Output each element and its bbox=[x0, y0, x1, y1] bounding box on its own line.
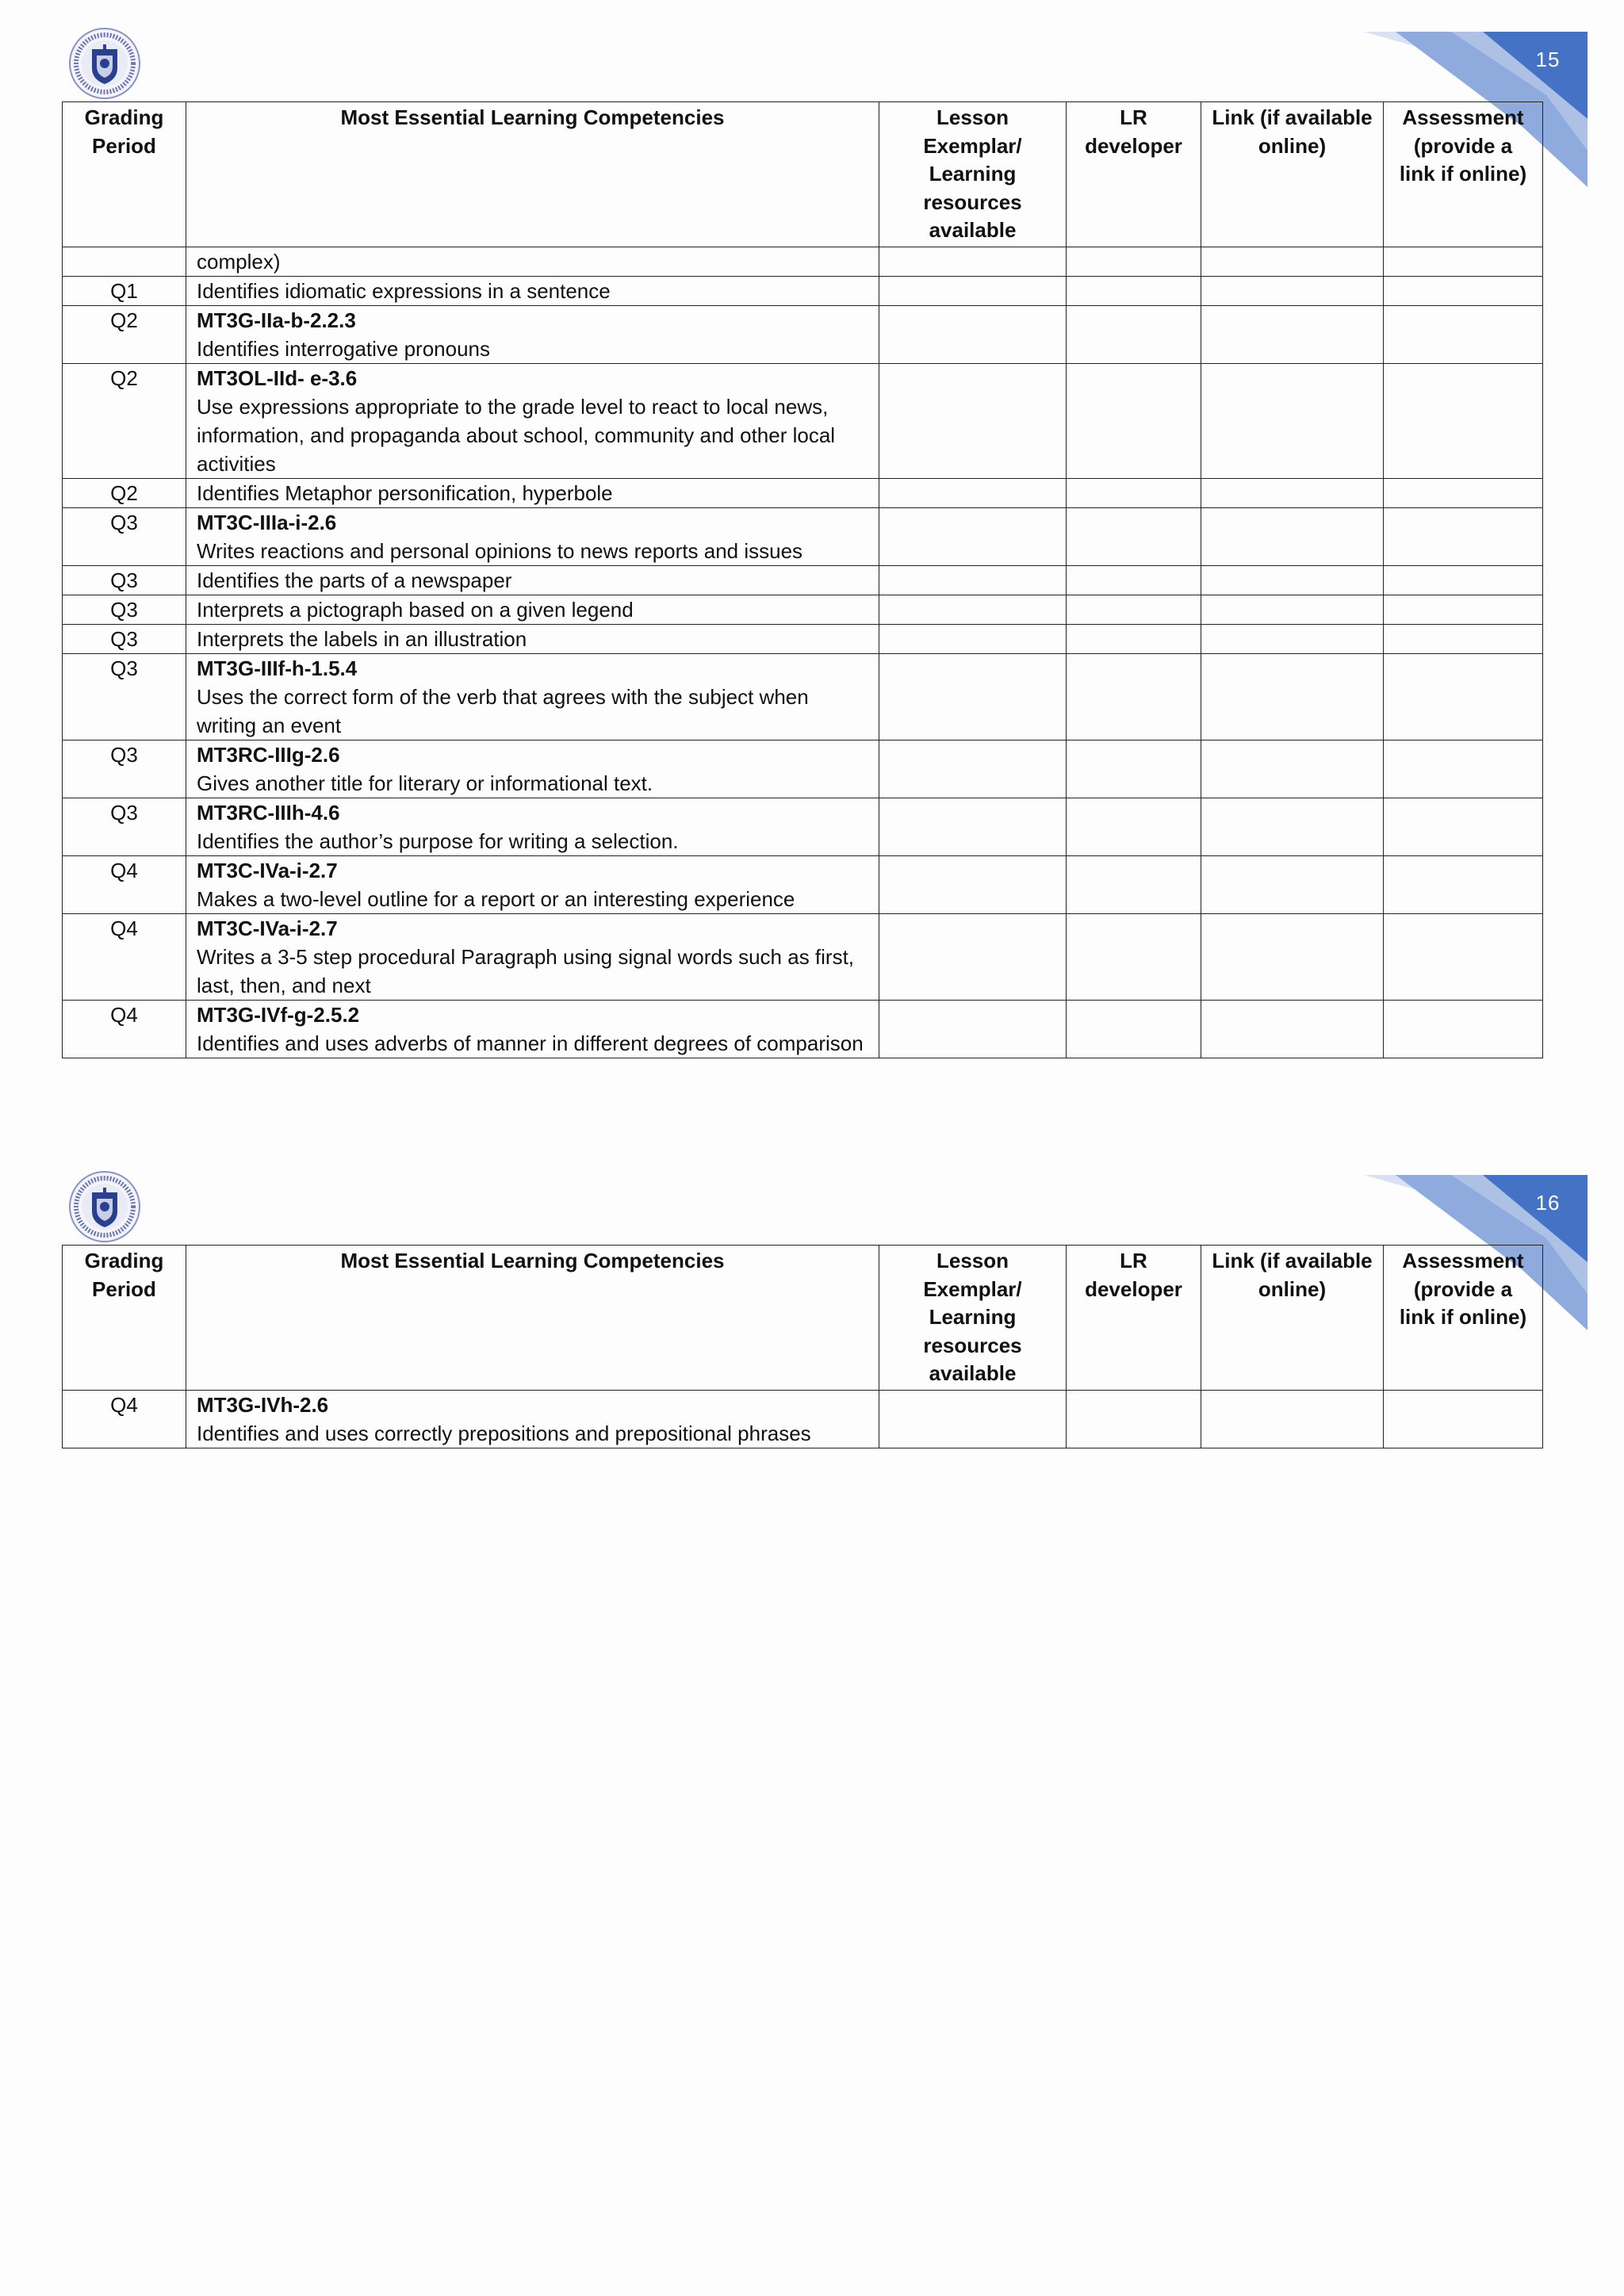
competency-description: Writes a 3-5 step procedural Paragraph using signal words such as first, last, then, and next bbox=[197, 944, 855, 997]
table-row bbox=[63, 1000, 1543, 1058]
table-row bbox=[63, 855, 1543, 913]
header-lesson-exemplar: Lesson Exemplar/ Learning resources available bbox=[879, 102, 1067, 247]
lesson-exemplar-cell bbox=[879, 276, 1067, 305]
table-row bbox=[63, 595, 1543, 624]
link-cell bbox=[1201, 565, 1384, 595]
lr-developer-cell bbox=[1067, 653, 1201, 740]
lr-developer-cell bbox=[1067, 507, 1201, 565]
competency-description: Uses the correct form of the verb that agrees with the subject when writing an event bbox=[197, 684, 809, 737]
lesson-exemplar-cell bbox=[879, 913, 1067, 1000]
link-cell bbox=[1201, 740, 1384, 798]
lr-developer-cell bbox=[1067, 1000, 1201, 1058]
lesson-exemplar-cell bbox=[879, 363, 1067, 478]
table-body bbox=[63, 247, 1543, 1058]
competencies-table bbox=[62, 1245, 1543, 1448]
lr-developer-cell bbox=[1067, 913, 1201, 1000]
lesson-exemplar-cell bbox=[879, 740, 1067, 798]
lr-developer-cell bbox=[1067, 740, 1201, 798]
grading-period-cell: Q3 bbox=[63, 595, 186, 624]
competency-description: Identifies Metaphor personification, hyperbole bbox=[197, 480, 613, 505]
table-row bbox=[63, 1390, 1543, 1448]
competency-cell bbox=[186, 913, 879, 1000]
grading-period-cell: Q3 bbox=[63, 798, 186, 855]
header-competencies: Most Essential Learning Competencies bbox=[186, 102, 879, 247]
link-cell bbox=[1201, 363, 1384, 478]
header-grading-period: Grading Period bbox=[63, 1246, 186, 1391]
competency-cell bbox=[186, 595, 879, 624]
competency-code: MT3G-IIa-b-2.2.3 bbox=[197, 308, 356, 332]
competency-description: Gives another title for literary or informational text. bbox=[197, 771, 653, 795]
competency-cell bbox=[186, 740, 879, 798]
lesson-exemplar-cell bbox=[879, 595, 1067, 624]
competency-description: Identifies idiomatic expressions in a sentence bbox=[197, 278, 611, 303]
lesson-exemplar-cell bbox=[879, 1390, 1067, 1448]
competency-cell bbox=[186, 855, 879, 913]
page-16 bbox=[0, 1143, 1624, 2296]
competency-description: Identifies interrogative pronouns bbox=[197, 336, 491, 361]
header-lr-developer: LR developer bbox=[1067, 1246, 1201, 1391]
competency-cell bbox=[186, 1000, 879, 1058]
lesson-exemplar-cell bbox=[879, 565, 1067, 595]
link-cell bbox=[1201, 478, 1384, 507]
lr-developer-cell bbox=[1067, 305, 1201, 363]
header-lr-developer: LR developer bbox=[1067, 102, 1201, 247]
link-cell bbox=[1201, 653, 1384, 740]
grading-period-cell bbox=[63, 247, 186, 276]
header-assessment: Assessment (provide a link if online) bbox=[1384, 102, 1543, 247]
competencies-table bbox=[62, 101, 1543, 1058]
grading-period-cell: Q2 bbox=[63, 363, 186, 478]
assessment-cell bbox=[1384, 1390, 1543, 1448]
competency-code: MT3G-IIIf-h-1.5.4 bbox=[197, 656, 358, 680]
deped-seal-logo bbox=[68, 27, 141, 100]
lr-developer-cell bbox=[1067, 855, 1201, 913]
link-cell bbox=[1201, 305, 1384, 363]
lr-developer-cell bbox=[1067, 276, 1201, 305]
assessment-cell bbox=[1384, 653, 1543, 740]
competency-code: MT3C-IVa-i-2.7 bbox=[197, 858, 338, 882]
competency-code: MT3C-IIIa-i-2.6 bbox=[197, 510, 337, 534]
header-link: Link (if available online) bbox=[1201, 1246, 1384, 1391]
competency-code: MT3G-IVh-2.6 bbox=[197, 1392, 329, 1417]
lr-developer-cell bbox=[1067, 247, 1201, 276]
competency-code: MT3RC-IIIh-4.6 bbox=[197, 800, 340, 825]
grading-period-cell: Q1 bbox=[63, 276, 186, 305]
link-cell bbox=[1201, 1390, 1384, 1448]
competency-description: Makes a two-level outline for a report or an interesting experience bbox=[197, 886, 795, 911]
header-grading-period: Grading Period bbox=[63, 102, 186, 247]
table-row bbox=[63, 363, 1543, 478]
table-header-row bbox=[63, 102, 1543, 247]
competency-cell bbox=[186, 363, 879, 478]
assessment-cell bbox=[1384, 595, 1543, 624]
competency-description: Identifies and uses adverbs of manner in different degrees of comparison bbox=[197, 1031, 864, 1055]
link-cell bbox=[1201, 1000, 1384, 1058]
table-body bbox=[63, 1390, 1543, 1448]
table-row bbox=[63, 247, 1543, 276]
competency-code: MT3OL-IId- e-3.6 bbox=[197, 365, 358, 390]
grading-period-cell: Q3 bbox=[63, 740, 186, 798]
link-cell bbox=[1201, 247, 1384, 276]
link-cell bbox=[1201, 855, 1384, 913]
link-cell bbox=[1201, 507, 1384, 565]
table-row bbox=[63, 913, 1543, 1000]
assessment-cell bbox=[1384, 855, 1543, 913]
competency-cell bbox=[186, 624, 879, 653]
lr-developer-cell bbox=[1067, 595, 1201, 624]
competency-description: Identifies the parts of a newspaper bbox=[197, 568, 512, 592]
competency-code: MT3C-IVa-i-2.7 bbox=[197, 916, 338, 940]
table-row bbox=[63, 653, 1543, 740]
header-assessment: Assessment (provide a link if online) bbox=[1384, 1246, 1543, 1391]
lr-developer-cell bbox=[1067, 478, 1201, 507]
grading-period-cell: Q3 bbox=[63, 653, 186, 740]
competency-code: MT3RC-IIIg-2.6 bbox=[197, 742, 340, 767]
link-cell bbox=[1201, 595, 1384, 624]
assessment-cell bbox=[1384, 798, 1543, 855]
grading-period-cell: Q3 bbox=[63, 507, 186, 565]
deped-seal-logo bbox=[68, 1170, 141, 1243]
lr-developer-cell bbox=[1067, 565, 1201, 595]
competency-description: Interprets the labels in an illustration bbox=[197, 626, 527, 651]
competency-description: Writes reactions and personal opinions to news reports and issues bbox=[197, 538, 803, 563]
table-row bbox=[63, 565, 1543, 595]
assessment-cell bbox=[1384, 1000, 1543, 1058]
assessment-cell bbox=[1384, 363, 1543, 478]
grading-period-cell: Q2 bbox=[63, 478, 186, 507]
header-competencies: Most Essential Learning Competencies bbox=[186, 1246, 879, 1391]
lr-developer-cell bbox=[1067, 363, 1201, 478]
competency-description: Identifies and uses correctly prepositions and prepositional phrases bbox=[197, 1421, 811, 1445]
assessment-cell bbox=[1384, 247, 1543, 276]
lr-developer-cell bbox=[1067, 624, 1201, 653]
page-15 bbox=[0, 0, 1624, 1142]
lesson-exemplar-cell bbox=[879, 1000, 1067, 1058]
table-header-row bbox=[63, 1246, 1543, 1391]
table-row bbox=[63, 305, 1543, 363]
table-row bbox=[63, 276, 1543, 305]
lesson-exemplar-cell bbox=[879, 653, 1067, 740]
competency-cell bbox=[186, 507, 879, 565]
lesson-exemplar-cell bbox=[879, 478, 1067, 507]
table-row bbox=[63, 507, 1543, 565]
competency-cell bbox=[186, 478, 879, 507]
link-cell bbox=[1201, 624, 1384, 653]
lr-developer-cell bbox=[1067, 1390, 1201, 1448]
competency-cell bbox=[186, 653, 879, 740]
lesson-exemplar-cell bbox=[879, 624, 1067, 653]
assessment-cell bbox=[1384, 565, 1543, 595]
table-row bbox=[63, 740, 1543, 798]
grading-period-cell: Q2 bbox=[63, 305, 186, 363]
lesson-exemplar-cell bbox=[879, 507, 1067, 565]
grading-period-cell: Q3 bbox=[63, 565, 186, 595]
competency-description: Identifies the author’s purpose for writing a selection. bbox=[197, 828, 679, 853]
lesson-exemplar-cell bbox=[879, 798, 1067, 855]
link-cell bbox=[1201, 798, 1384, 855]
link-cell bbox=[1201, 276, 1384, 305]
lesson-exemplar-cell bbox=[879, 855, 1067, 913]
assessment-cell bbox=[1384, 913, 1543, 1000]
assessment-cell bbox=[1384, 478, 1543, 507]
assessment-cell bbox=[1384, 305, 1543, 363]
grading-period-cell: Q4 bbox=[63, 913, 186, 1000]
grading-period-cell: Q4 bbox=[63, 1000, 186, 1058]
assessment-cell bbox=[1384, 507, 1543, 565]
competency-cell bbox=[186, 1390, 879, 1448]
competency-cell bbox=[186, 247, 879, 276]
competency-description: complex) bbox=[197, 249, 281, 274]
competency-cell bbox=[186, 276, 879, 305]
lesson-exemplar-cell bbox=[879, 305, 1067, 363]
header-link: Link (if available online) bbox=[1201, 102, 1384, 247]
competency-code: MT3G-IVf-g-2.5.2 bbox=[197, 1002, 360, 1027]
header-lesson-exemplar: Lesson Exemplar/ Learning resources available bbox=[879, 1246, 1067, 1391]
assessment-cell bbox=[1384, 624, 1543, 653]
table-row bbox=[63, 478, 1543, 507]
page-number: 16 bbox=[1535, 1191, 1561, 1215]
assessment-cell bbox=[1384, 276, 1543, 305]
competency-description: Use expressions appropriate to the grade level to react to local news, information, and propaganda about school, community and other local activities bbox=[197, 394, 836, 476]
link-cell bbox=[1201, 913, 1384, 1000]
competency-cell bbox=[186, 565, 879, 595]
page-number: 15 bbox=[1535, 48, 1561, 71]
competency-cell bbox=[186, 305, 879, 363]
competency-cell bbox=[186, 798, 879, 855]
competency-description: Interprets a pictograph based on a given legend bbox=[197, 597, 634, 622]
lesson-exemplar-cell bbox=[879, 247, 1067, 276]
grading-period-cell: Q4 bbox=[63, 855, 186, 913]
table-row bbox=[63, 798, 1543, 855]
grading-period-cell: Q3 bbox=[63, 624, 186, 653]
table-row bbox=[63, 624, 1543, 653]
assessment-cell bbox=[1384, 740, 1543, 798]
lr-developer-cell bbox=[1067, 798, 1201, 855]
grading-period-cell: Q4 bbox=[63, 1390, 186, 1448]
